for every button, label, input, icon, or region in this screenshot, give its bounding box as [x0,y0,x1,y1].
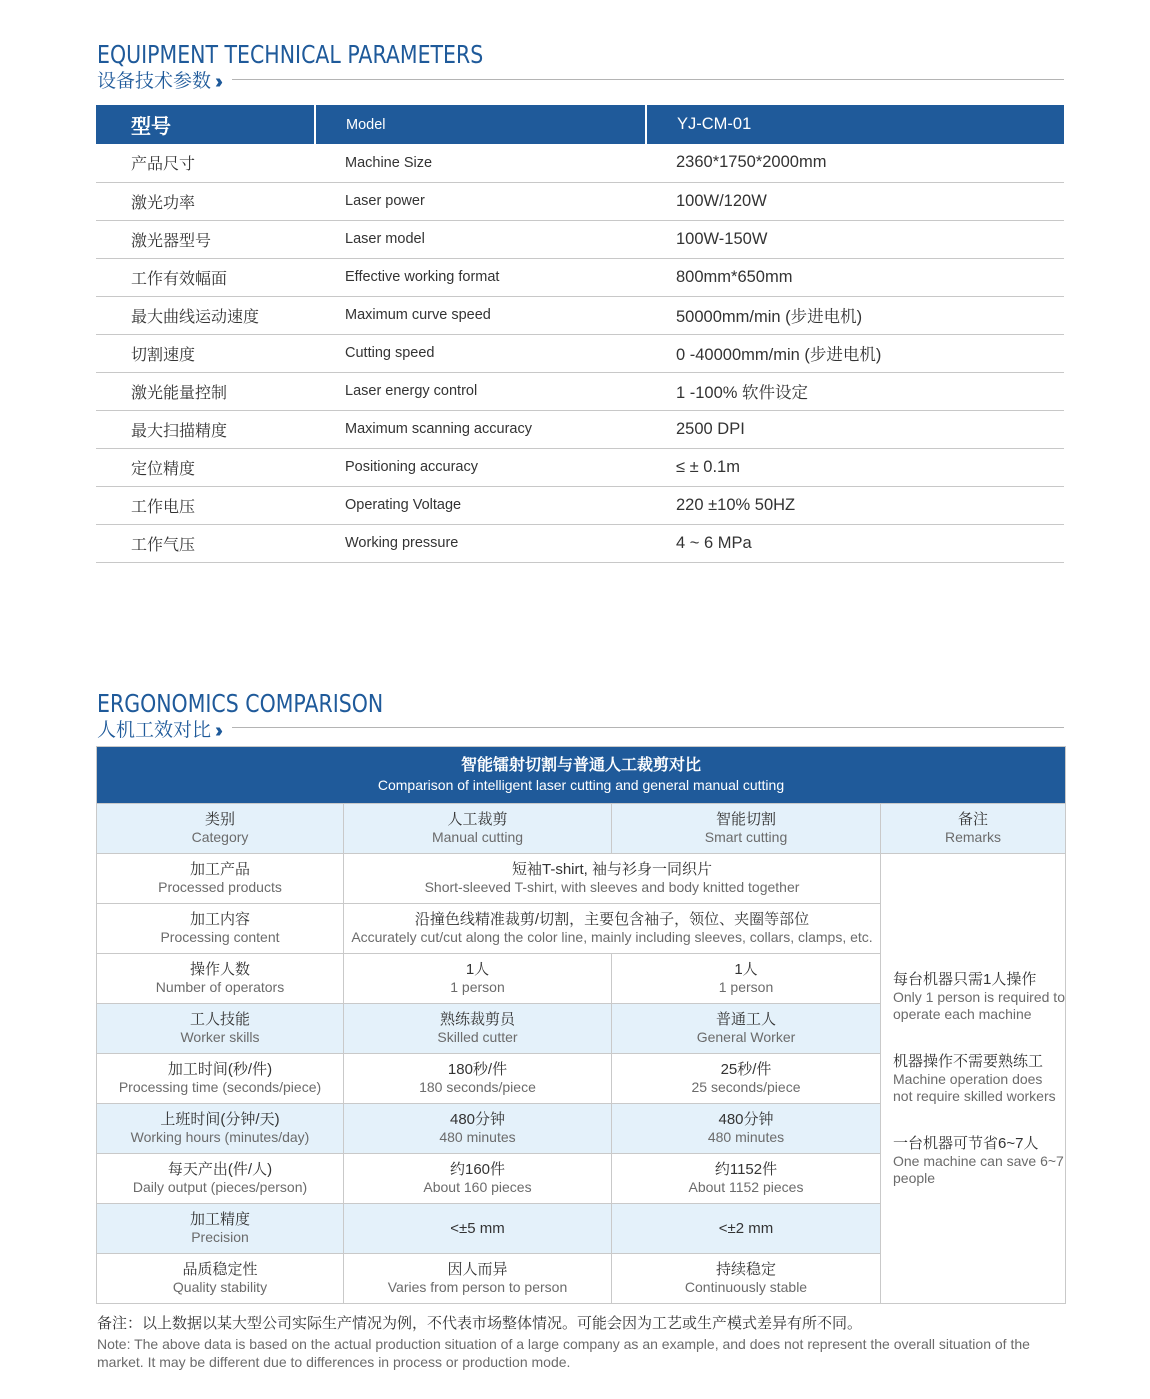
params-header-cell: YJ-CM-01 [646,105,1064,144]
category-cell [97,1004,344,1054]
smart-cell-cn: 普通工人 [715,1011,776,1028]
category-cell-cn: 加工内容 [189,911,250,928]
params-title-en: EQUIPMENT TECHNICAL PARAMETERS [97,40,484,69]
param-value: 0 -40000mm/min (步进电机) [646,334,1064,372]
merged-value-cell-en: Short-sleeved T-shirt, with sleeves and body knitted together [424,879,800,895]
param-value: 220 ±10% 50HZ [646,486,1064,524]
smart-cell-cn: <±2 mm [718,1219,774,1237]
params-row [96,258,1064,296]
category-cell-cn: 品质稳定性 [182,1261,258,1278]
category-cell-en: Worker skills [180,1029,260,1045]
smart-cell [612,1004,881,1054]
params-title-cn: 设备技术参数 [97,71,212,92]
params-title-cn-wrap [97,70,1065,94]
remark-en: Machine operation does not require skilled workers [893,1070,1056,1104]
param-name-en: Working pressure [315,524,646,562]
category-cell-cn: 每天产出(件/人) [167,1161,273,1178]
footnote [97,1314,1067,1371]
smart-cell-cn: 1人 [734,961,758,978]
category-cell-en: Processed products [158,879,282,895]
smart-cell-en: About 1152 pieces [688,1179,804,1195]
manual-cell-en: Varies from person to person [387,1279,568,1295]
header-cn: 备注 [957,811,988,828]
params-row [96,220,1064,258]
param-name-cn: 工作电压 [96,486,315,524]
manual-cell-cn: 约160件 [449,1161,506,1178]
smart-cell-en: 480 minutes [707,1129,785,1145]
manual-cell [344,1004,612,1054]
manual-cell-cn: 480分钟 [449,1111,506,1128]
category-cell [97,1104,344,1154]
manual-cell [344,1154,612,1204]
param-name-cn: 工作有效幅面 [96,258,315,296]
header-cn: 人工裁剪 [447,811,508,828]
param-value: 50000mm/min (步进电机) [646,296,1064,334]
param-value: 2360*1750*2000mm [646,144,1064,182]
merged-value-cell [344,854,881,904]
category-cell-en: Quality stability [172,1279,268,1295]
remark-cn: 一台机器可节省6~7人 [893,1134,1039,1152]
param-name-cn: 工作气压 [96,524,315,562]
remark-item [893,971,1065,1023]
category-cell [97,1054,344,1104]
params-table-body [96,144,1064,562]
params-header-cell: 型号 [96,105,315,144]
header-manual [344,804,612,854]
param-name-cn: 产品尺寸 [96,144,315,182]
smart-cell [612,1204,881,1254]
param-name-cn: 激光能量控制 [96,372,315,410]
smart-cell [612,954,881,1004]
remarks-cell [881,854,1066,1304]
remark-item [893,1053,1065,1105]
param-name-cn: 最大曲线运动速度 [96,296,315,334]
double-chevron-right-icon: ››› [215,71,217,93]
category-cell [97,854,344,904]
params-row [96,410,1064,448]
manual-cell-en: 480 minutes [439,1129,516,1145]
param-name-en: Machine Size [315,144,646,182]
header-category [97,804,344,854]
category-cell-en: Processing content [160,929,280,945]
params-table [96,105,1064,563]
category-cell [97,1204,344,1254]
params-row [96,334,1064,372]
manual-cell [344,1054,612,1104]
params-row [96,296,1064,334]
category-cell-cn: 工人技能 [189,1011,250,1028]
remark-cn: 每台机器只需1人操作 [893,970,1037,988]
param-name-en: Maximum scanning accuracy [315,410,646,448]
params-row [96,448,1064,486]
manual-cell-cn: 熟练裁剪员 [439,1011,515,1028]
remark-en: Only 1 person is required to operate each machine [893,988,1065,1022]
category-cell-en: Daily output (pieces/person) [132,1179,308,1195]
merged-value-cell [344,904,881,954]
double-chevron-right-icon: ››› [215,720,217,742]
merged-value-cell-cn: 沿撞色线精准裁剪/切割，主要包含袖子，领位、夹圈等部位 [414,911,810,928]
smart-cell-cn: 约1152件 [714,1161,778,1178]
param-value: 2500 DPI [646,410,1064,448]
param-value: 100W/120W [646,182,1064,220]
manual-cell-en: 1 person [450,979,505,995]
params-section-header [97,41,1065,94]
header-cn: 类别 [204,811,235,828]
smart-cell [612,1054,881,1104]
smart-cell-cn: 25秒/件 [720,1061,772,1078]
manual-cell-en: About 160 pieces [423,1179,532,1195]
manual-cell [344,1204,612,1254]
manual-cell-cn: 因人而异 [447,1261,508,1278]
category-cell [97,954,344,1004]
remark-cn: 机器操作不需要熟练工 [893,1052,1044,1070]
footnote-en: Note: The above data is based on the actual production situation of a large company as an example, and does not represent the overall situation of the market. It may be different due to differences in process or production mode. [97,1336,1030,1370]
ergo-title-cn: 人机工效对比 [97,720,212,741]
comparison-title-en: Comparison of intelligent laser cutting and general manual cutting [377,777,785,793]
category-cell [97,1254,344,1304]
ergo-title-cn-wrap [97,719,1065,743]
category-cell-cn: 加工产品 [189,861,250,878]
params-title-rule [232,79,1064,80]
smart-cell [612,1104,881,1154]
merged-value-cell-cn: 短袖T-shirt, 袖与衫身一同织片 [511,861,712,878]
param-name-cn: 切割速度 [96,334,315,372]
header-remarks [881,804,1066,854]
param-value: 800mm*650mm [646,258,1064,296]
comparison-title-cn: 智能镭射切割与普通人工裁剪对比 [460,757,701,774]
comparison-row [97,854,1066,904]
param-name-en: Laser model [315,220,646,258]
category-cell-en: Precision [191,1229,249,1245]
param-name-en: Operating Voltage [315,486,646,524]
category-cell-en: Working hours (minutes/day) [130,1129,310,1145]
ergo-title-en: ERGONOMICS COMPARISON [97,689,384,718]
manual-cell-en: 180 seconds/piece [419,1079,536,1095]
params-row [96,144,1064,182]
param-name-en: Laser energy control [315,372,646,410]
manual-cell [344,954,612,1004]
ergo-section-header [97,690,1065,743]
manual-cell [344,1254,612,1304]
comparison-title-row [97,747,1066,804]
param-name-cn: 激光功率 [96,182,315,220]
smart-cell-en: General Worker [696,1029,796,1045]
category-cell [97,904,344,954]
params-header-row [96,105,1064,144]
param-name-cn: 激光器型号 [96,220,315,258]
manual-cell-cn: 1人 [465,961,490,978]
param-name-en: Cutting speed [315,334,646,372]
footnote-cn: 备注：以上数据以某大型公司实际生产情况为例，不代表市场整体情况。可能会因为工艺或生产模式差异有所不同。 [97,1315,863,1332]
merged-value-cell-en: Accurately cut/cut along the color line, mainly including sleeves, collars, clamps, etc. [351,929,873,945]
header-en: Smart cutting [704,829,788,845]
param-name-en: Positioning accuracy [315,448,646,486]
params-header-cell: Model [315,105,646,144]
params-row [96,182,1064,220]
param-name-en: Laser power [315,182,646,220]
remark-en: One machine can save 6~7 people [893,1152,1064,1186]
smart-cell [612,1154,881,1204]
smart-cell-en: 1 person [718,979,774,995]
param-name-en: Effective working format [315,258,646,296]
param-value: 4 ~ 6 MPa [646,524,1064,562]
header-en: Category [191,829,249,845]
category-cell-cn: 加工精度 [189,1211,250,1228]
ergo-title-rule [232,727,1064,728]
param-value: 1 -100% 软件设定 [646,372,1064,410]
param-value: 100W-150W [646,220,1064,258]
param-name-en: Maximum curve speed [315,296,646,334]
manual-cell [344,1104,612,1154]
category-cell-cn: 加工时间(秒/件) [167,1061,273,1078]
category-cell-en: Number of operators [155,979,285,995]
comparison-table [96,746,1066,1304]
remark-item [893,1135,1065,1187]
header-en: Remarks [944,829,1001,845]
header-en: Manual cutting [431,829,524,845]
param-name-cn: 最大扫描精度 [96,410,315,448]
params-row [96,524,1064,562]
header-cn: 智能切割 [715,811,776,828]
smart-cell-en: 25 seconds/piece [691,1079,801,1095]
smart-cell-cn: 持续稳定 [715,1261,776,1278]
header-smart [612,804,881,854]
smart-cell-cn: 480分钟 [718,1111,774,1128]
comparison-header-row [97,804,1066,854]
comparison-title [97,747,1066,804]
param-value: ≤ ± 0.1m [646,448,1064,486]
params-row [96,372,1064,410]
manual-cell-en: Skilled cutter [437,1029,518,1045]
params-row [96,486,1064,524]
param-name-cn: 定位精度 [96,448,315,486]
manual-cell-cn: 180秒/件 [447,1061,508,1078]
category-cell-cn: 操作人数 [189,961,250,978]
category-cell-en: Processing time (seconds/piece) [118,1079,322,1095]
manual-cell-cn: <±5 mm [450,1219,505,1237]
smart-cell-en: Continuously stable [684,1279,808,1295]
category-cell-cn: 上班时间(分钟/天) [160,1111,280,1128]
smart-cell [612,1254,881,1304]
category-cell [97,1154,344,1204]
